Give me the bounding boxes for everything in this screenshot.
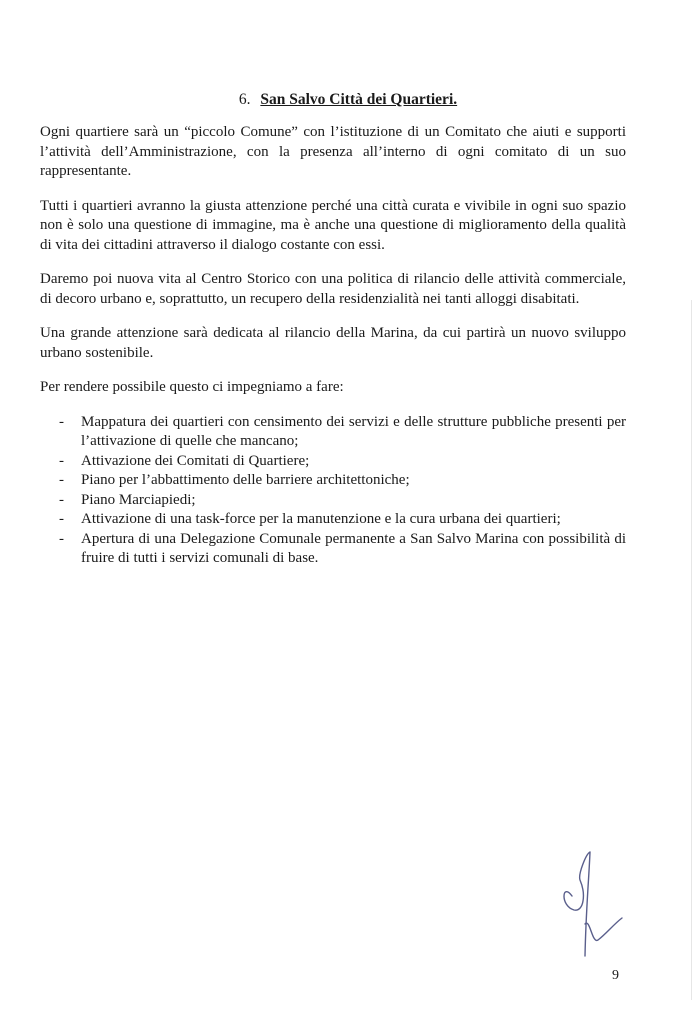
- paragraph-impegni-intro: Per rendere possibile questo ci impegniamo a fare:: [40, 379, 344, 395]
- handwritten-signature: [556, 848, 626, 958]
- list-item: [40, 530, 626, 569]
- section-title: San Salvo Città dei Quartieri.: [260, 91, 458, 108]
- list-item: [40, 471, 626, 491]
- list-dash: -: [59, 413, 64, 430]
- section-number: 6.: [238, 91, 251, 108]
- list-item: [40, 510, 626, 530]
- paragraph-marina: Una grande attenzione sarà dedicata al rilancio della Marina, da cui partirà un nuovo sviluppo urbano sostenibile.: [40, 325, 626, 361]
- paragraph-comitato: Ogni quartiere sarà un “piccolo Comune” con l’istituzione di un Comitato che aiuti e supporti l’attività dell’Amministrazione, con la presenza all’interno di ogni comitato di un suo rappresentante.: [40, 124, 626, 179]
- commitments-list: [40, 413, 626, 569]
- list-item: [40, 452, 626, 472]
- list-item: [40, 491, 626, 511]
- list-dash: -: [59, 530, 64, 547]
- list-item-text: Mappatura dei quartieri con censimento dei servizi e delle strutture pubbliche presenti per l’attivazione di quelle che mancano;: [81, 413, 626, 449]
- list-dash: -: [59, 452, 64, 469]
- list-item-text: Attivazione di una task-force per la manutenzione e la cura urbana dei quartieri;: [81, 511, 561, 527]
- list-dash: -: [59, 511, 64, 527]
- list-item-text: Attivazione dei Comitati di Quartiere;: [81, 452, 310, 469]
- list-dash: -: [59, 472, 64, 488]
- page-number: 9: [612, 968, 619, 983]
- paragraph-attenzione: Tutti i quartieri avranno la giusta attenzione perché una città curata e vivibile in ogni suo spazio non è solo una questione di immagine, ma è anche una questione di miglioramento della qualità di vita dei cittadini attraverso il dialogo costante con essi.: [40, 197, 626, 253]
- list-item-text: Piano per l’abbattimento delle barriere architettoniche;: [81, 472, 410, 488]
- document-body: [40, 123, 626, 569]
- list-item-text: Piano Marciapiedi;: [81, 491, 196, 508]
- list-item-text: Apertura di una Delegazione Comunale permanente a San Salvo Marina con possibilità di fruire di tutti i servizi comunali di base.: [81, 530, 626, 566]
- list-item: [40, 413, 626, 452]
- section-heading: [0, 90, 696, 110]
- paragraph-centro-storico: Daremo poi nuova vita al Centro Storico con una politica di rilancio delle attività commerciale, di decoro urbano e, soprattutto, un recupero della residenzialità nei tanti alloggi disabitati.: [40, 271, 626, 307]
- list-dash: -: [59, 491, 64, 508]
- scan-edge-line: [691, 300, 692, 1000]
